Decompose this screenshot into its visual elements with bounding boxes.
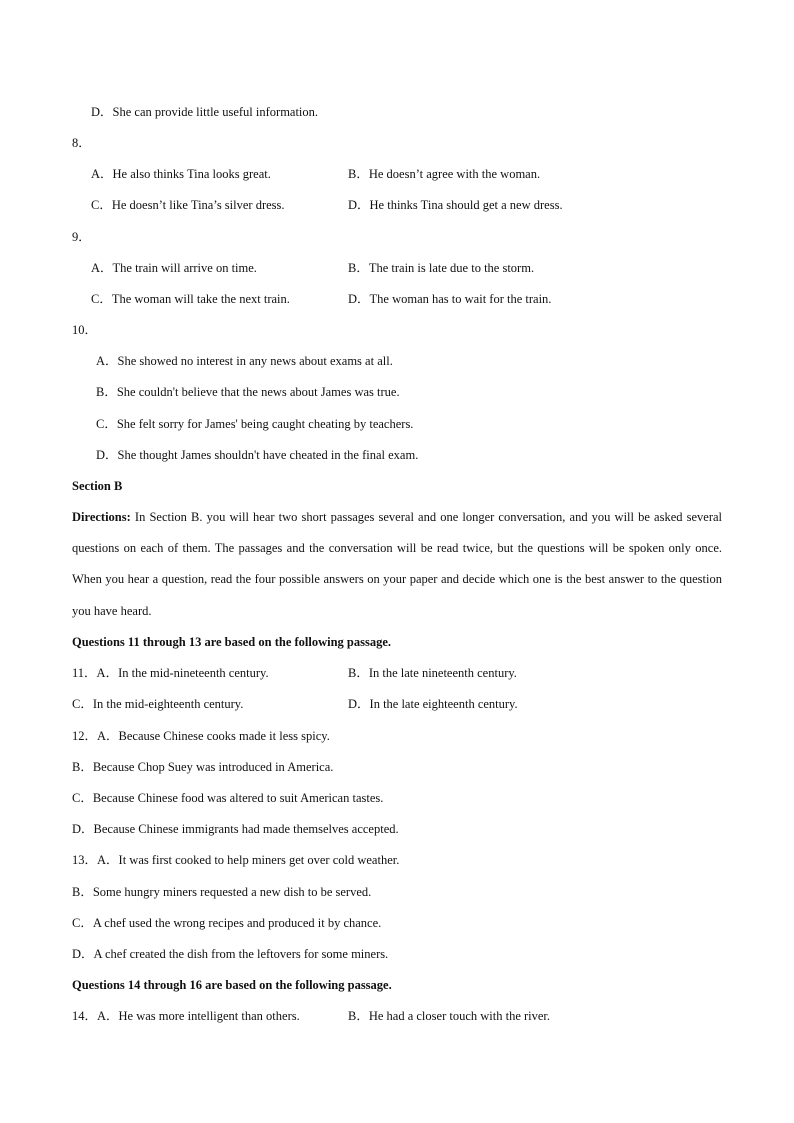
- q11-option-c: C．In the mid-eighteenth century.: [72, 697, 244, 711]
- q13-option-c: C．A chef used the wrong recipes and produced it by chance.: [72, 916, 382, 930]
- q12-option-b: B．Because Chop Suey was introduced in America.: [72, 760, 334, 774]
- q10-option-b: B．She couldn't believe that the news about James was true.: [96, 385, 400, 399]
- q12-option-c: C．Because Chinese food was altered to suit American tastes.: [72, 791, 384, 805]
- q13-option-b: B．Some hungry miners requested a new dish to be served.: [72, 885, 372, 899]
- group2-heading: Questions 14 through 16 are based on the following passage.: [72, 978, 392, 992]
- q12-option-a: 12．A．Because Chinese cooks made it less spicy.: [72, 729, 330, 743]
- q13-option-d: D．A chef created the dish from the leftovers for some miners.: [72, 947, 389, 961]
- q9-option-a: A．The train will arrive on time.: [91, 261, 257, 275]
- section-b-directions: [72, 502, 722, 627]
- q14-option-a: 14．A．He was more intelligent than others.: [72, 1009, 300, 1023]
- q8-option-d: D．He thinks Tina should get a new dress.: [348, 198, 563, 212]
- q9-number: 9．: [72, 230, 91, 244]
- q11-option-a: 11．A．In the mid-nineteenth century.: [72, 666, 269, 680]
- q12-option-d: D．Because Chinese immigrants had made themselves accepted.: [72, 822, 399, 836]
- q10-option-c: C．She felt sorry for James' being caught cheating by teachers.: [96, 417, 414, 431]
- q11-option-d: D．In the late eighteenth century.: [348, 697, 518, 711]
- q7-option-d: D．She can provide little useful information.: [91, 105, 319, 119]
- directions-label: Directions:: [72, 510, 131, 524]
- q13-option-a: 13．A．It was first cooked to help miners get over cold weather.: [72, 853, 400, 867]
- q8-number: 8．: [72, 136, 91, 150]
- q8-option-b: B．He doesn’t agree with the woman.: [348, 167, 541, 181]
- q8-option-a: A．He also thinks Tina looks great.: [91, 167, 271, 181]
- q10-option-a: A．She showed no interest in any news about exams at all.: [96, 354, 393, 368]
- q10-option-d: D．She thought James shouldn't have cheated in the final exam.: [96, 448, 419, 462]
- q10-number: 10．: [72, 323, 98, 337]
- q9-option-b: B．The train is late due to the storm.: [348, 261, 535, 275]
- section-b-title: Section B: [72, 479, 123, 493]
- q8-option-c: C．He doesn’t like Tina’s silver dress.: [91, 198, 285, 212]
- group1-heading: Questions 11 through 13 are based on the following passage.: [72, 635, 392, 649]
- q9-option-d: D．The woman has to wait for the train.: [348, 292, 552, 306]
- q11-option-b: B．In the late nineteenth century.: [348, 666, 517, 680]
- directions-text: In Section B. you will hear two short passages several and one longer conversation, and you will be asked several questions on each of them. The passages and the conversation will be read twice, but the questions will be spoken only once. When you hear a question, read the four possible answers on your paper and decide which one is the best answer to the question you have heard.: [72, 510, 722, 618]
- q9-option-c: C．The woman will take the next train.: [91, 292, 290, 306]
- q14-option-b: B．He had a closer touch with the river.: [348, 1009, 551, 1023]
